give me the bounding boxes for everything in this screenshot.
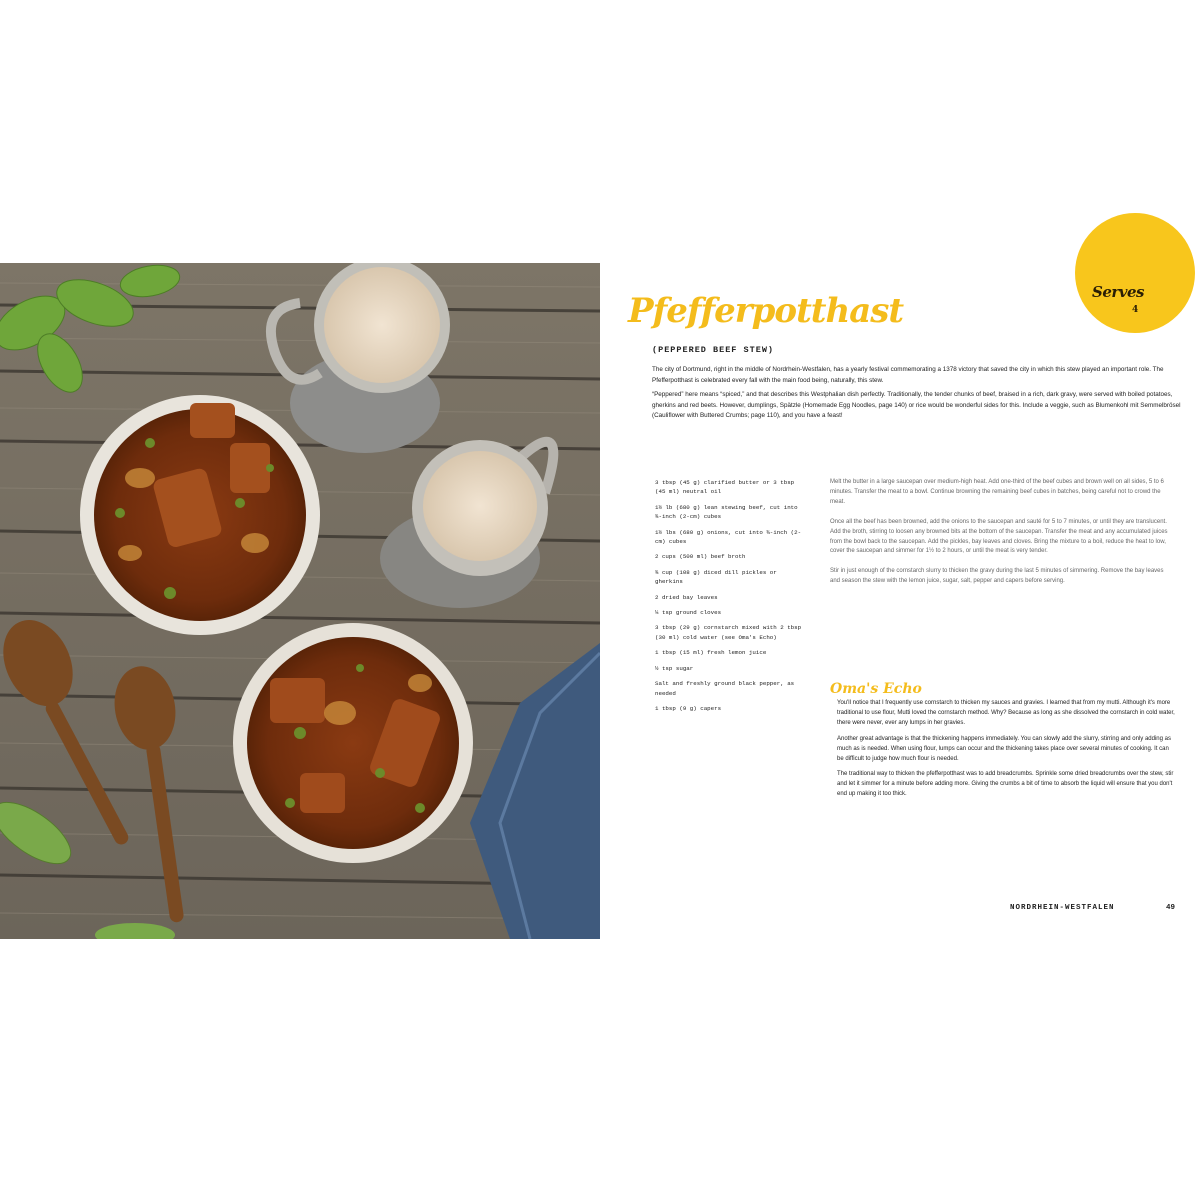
ingredient-item: ½ tsp sugar <box>655 664 694 672</box>
oma-echo-heading: Oma's Echo <box>830 681 922 697</box>
serves-label: Serves <box>1092 283 1144 301</box>
method-step: Melt the butter in a large saucepan over medium-high heat. Add one-third of the beef cubes and brown well on all sides, 5 to 6 minutes. Transfer the meat to a bowl. Continue browning the remaining beef cubes in batches, being careful not to crowd the meat. <box>830 479 1164 505</box>
stew-bowl-bottom <box>233 623 473 863</box>
oma-echo-paragraph: Another great advantage is that the thickening happens immediately. You can slowly add the slurry, stirring and only adding as much as is needed. When using flour, lumps can occur and the thickening takes place over several minutes of cooking. It can be difficult to judge how much flour is needed. <box>837 735 1171 762</box>
method-step: Once all the beef has been browned, add the onions to the saucepan and sauté for 5 to 7 minutes, or until they are translucent. Add the broth, stirring to loosen any browned bits at the bottom of the saucepan. Transfer the meat and any accumulated juices from the bowl back to the saucepan. Add the pickles, bay leaves and cloves. Bring the mixture to a boil, reduce the heat to low, cover the saucepan and simmer for 1½ to 2 hours, or until the meat is very tender. <box>830 518 1168 555</box>
method-steps <box>830 478 1175 597</box>
ingredient-item: ¼ tsp ground cloves <box>655 609 722 617</box>
ingredient-item: ¾ cup (108 g) diced dill pickles or gherkins <box>655 568 777 586</box>
oma-echo-paragraph: The traditional way to thicken the pfefferpotthast was to add breadcrumbs. Sprinkle some dried breadcrumbs over the stew, stir and let it simmer for a minute before adding more. Giving the crumbs a bit of time to absorb the liquid will ensure that you don't end up making it too thick. <box>837 771 1174 798</box>
ingredient-item: 1½ lbs (680 g) onions, cut into ¾-inch (2-cm) cubes <box>655 528 802 546</box>
intro-paragraph: “Peppered” here means “spiced,” and that describes this Westphalian dish perfectly. Traditionally, the tender chunks of beef, braised in a rich, dark gravy, were served with boiled potatoes, gherkins and red beets. However, dumplings, Spätzle (Homemade Egg Noodles, page 140) or rice would be wonderful sides for this. Include a veggie, such as Blumenkohl mit Semmelbrösel (Cauliflower with Buttered Crumbs; page 110), and you have a feast! <box>652 391 1181 420</box>
ingredient-item: 1 tbsp (9 g) capers <box>655 704 722 712</box>
ingredient-item: 1½ lb (680 g) lean stewing beef, cut into ¾-inch (2-cm) cubes <box>655 503 798 521</box>
stew-photo <box>0 263 600 939</box>
recipe-title: Pfefferpotthast <box>628 291 904 331</box>
serves-badge <box>1070 263 1200 335</box>
ingredient-item: 3 tbsp (45 g) clarified butter or 3 tbsp (45 ml) neutral oil <box>655 479 795 496</box>
recipe-page <box>600 263 1200 939</box>
book-spread <box>0 263 1200 939</box>
ingredient-item: 1 tbsp (15 ml) fresh lemon juice <box>655 649 767 657</box>
recipe-intro <box>652 365 1182 426</box>
oma-echo-paragraph: You'll notice that I frequently use cornstarch to thicken my sauces and gravies. I learned that from my mutti. Although it's more traditional to use flour, Mutti loved the cornstarch method. Why? Because as long as she dissolved the cornstarch in cold water, there were never, ever any lumps in her gravies. <box>837 700 1175 726</box>
serves-badge-circle <box>1075 213 1195 333</box>
page-number: 49 <box>1166 904 1176 912</box>
ingredient-item: Salt and freshly ground black pepper, as needed <box>655 680 795 697</box>
oma-echo-text <box>837 699 1177 806</box>
footer-section-name: NORDRHEIN-WESTFALEN <box>1010 904 1115 912</box>
food-photograph <box>0 263 600 939</box>
ingredient-item: 2 dried bay leaves <box>655 593 718 601</box>
serves-count: 4 <box>1132 305 1139 315</box>
recipe-subtitle: (PEPPERED BEEF STEW) <box>652 345 775 355</box>
ingredient-item: 3 tbsp (29 g) cornstarch mixed with 2 tbsp (30 ml) cold water (see Oma's Echo) <box>655 624 802 641</box>
method-step: Stir in just enough of the cornstarch slurry to thicken the gravy during the last 5 minutes of simmering. Remove the bay leaves and season the stew with the lemon juice, sugar, salt, pepper and capers before serving. <box>830 568 1164 585</box>
stew-bowl-top <box>80 395 320 635</box>
intro-paragraph: The city of Dortmund, right in the middle of Nordrhein-Westfalen, has a yearly festival commemorating a 1378 victory that saved the city in which this stew played an important role. The Pfefferpotthast is celebrated every fall with the main food being, naturally, this stew. <box>652 366 1164 384</box>
ingredient-item: 2 cups (500 ml) beef broth <box>655 553 746 561</box>
ingredient-list <box>655 478 805 719</box>
